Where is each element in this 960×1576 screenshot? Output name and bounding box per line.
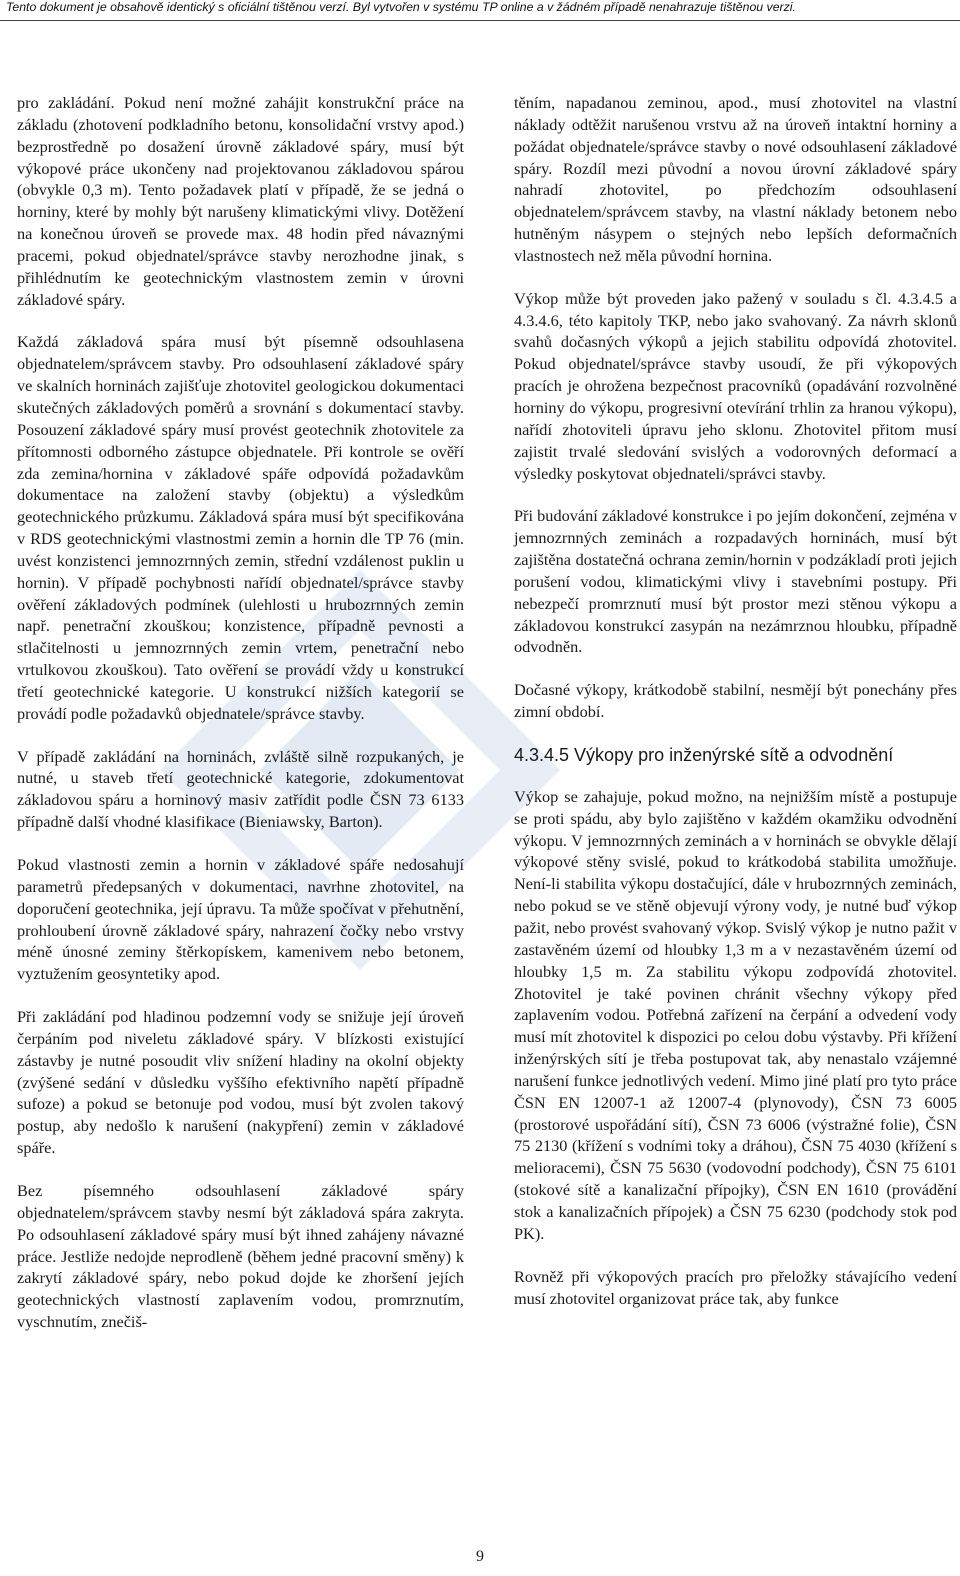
paragraph: Rovněž při výkopových pracích pro přeložky stávajícího vedení musí zhotovitel organizovat práce tak, aby funkce — [514, 1266, 957, 1308]
header-rule — [0, 20, 960, 21]
left-column — [17, 92, 464, 1354]
paragraph: Při budování základové konstrukce i po jejím dokončení, zejména v jemnozrnných zeminách a rozpadavých horninách, musí být zajištěna dostatečná ochrana zemin/hornin v podzákladí proti jejich porušení vodou, klimatickými vlivy i stavebními postupy. Při nebezpečí promrznutí musí být prostor mezi stěnou výkopu a základovou konstrukcí zasypán na nezámrznou hloubku, případně odvodněn. — [514, 506, 957, 657]
paragraph: Výkop může být proveden jako pažený v souladu s čl. 4.3.4.5 a 4.3.4.6, této kapitoly TKP, nebo jako svahovaný. Za návrh sklonů svahů dočasných výkopů a jejich stabilitu odpovídá zhotovitel. Pokud objednatel/správce stavby usoudí, že při výkopových pracích je ohrožena bezpečnost pracovníků (opadávání rozvolněné horniny do výkopu, progresivní otevírání trhlin za hranou výkopu), nařídí zhotoviteli úpravu jeho sklonu. Zhotovitel přitom musí zajistit trvalé sledování svislých a vodorovných deformací a výsledky poskytovat objednateli/správci stavby. — [514, 288, 957, 483]
paragraph: Pokud vlastnosti zemin a hornin v základové spáře nedosahují parametrů předepsaných v dokumentaci, navrhne zhotovitel, na doporučení geotechnika, její úpravu. Ta může spočívat v přehutnění, prohloubení úrovně základové spáry, nahrazení čočky nebo vrstvy méně únosné zeminy štěrkopískem, kamenivem nebo betonem, vyztužením geosyntetiky apod. — [17, 855, 464, 984]
paragraph: Každá základová spára musí být písemně odsouhlasena objednatelem/správcem stavby. Pro odsouhlasení základové spáry ve skalních horninách zajišťuje zhotovitel geologickou dokumentaci skutečných základových poměrů a srovnání s dokumentací stavby. Posouzení základové spáry musí provést geotechnik zhotovitele za přítomnosti odborného zástupce objednatele. Při kontrole se ověří zda zemina/hornina v základové spáře odpovídá požadavkům dokumentace na založení stavby (objektu) a výsledkům geotechnického průzkumu. Základová spára musí být specifikována v RDS geotechnickými vlastnostmi zemin a hornin dle TP 76 (min. uvést konzistenci jemnozrnných zemin, střední vzdálenost puklin u hornin). V případě pochybnosti nařídí objednatel/správce stavby ověření základových podmínek (ulehlosti u hrubozrnných zemin např. penetrační zkouškou; konzistence, případně pevnosti a stlačitelnosti u jemnozrnných zemin vrtem, penetrační nebo vrtulkovou zkouškou). Tato ověření se provádí vždy u konstrukcí třetí geotechnické kategorie. U konstrukcí nižších kategorií se provádí podle požadavků objednatele/správce stavby. — [17, 332, 464, 723]
paragraph: pro zakládání. Pokud není možné zahájit konstrukční práce na základu (zhotovení podkladního betonu, konsolidační vrstvy apod.) bezprostředně po dosažení úrovně základové spáry, musí být výkopové práce ukončeny nad projektovanou základovou spárou (obvykle 0,3 m). Tento požadavek platí v případě, že se jedná o horniny, které by mohly být narušeny klimatickými vlivy. Dotěžení na konečnou úroveň se provede max. 48 hodin před návaznými pracemi, pokud objednatel/správce stavby nerozhodne jinak, s přihlédnutím ke geotechnickým vlastnostem zemin v úrovni základové spáry. — [17, 93, 464, 309]
document-disclaimer: Tento dokument je obsahově identický s oficiální tištěnou verzí. Byl vytvořen v systému TP online a v žádném případě nenahrazuje tištěnou verzi. — [6, 0, 796, 14]
page-number: 9 — [476, 1548, 484, 1565]
paragraph: V případě zakládání na horninách, zvláště silně rozpukaných, je nutné, u staveb třetí geotechnické kategorie, zdokumentovat základovou spáru a horninový masiv zatřídit podle ČSN 73 6133 případně další vhodné klasifikace (Bieniawsky, Barton). — [17, 746, 464, 832]
paragraph: Dočasné výkopy, krátkodobě stabilní, nesmějí být ponechány přes zimní období. — [514, 680, 957, 722]
paragraph: Výkop se zahajuje, pokud možno, na nejnižším místě a postupuje se proti spádu, aby bylo zajištěno v každém okamžiku odvodnění výkopu. V jemnozrnných zeminách a v horninách se obvykle dělají výkopové stěny svislé, pokud to krátkodobá stabilita umožňuje. Není-li stabilita výkopu dostačující, dále v hrubozrnných zeminách, nebo pokud se ve stěně objevují výrony vody, je nutné buď výkop pažit, nebo provést svahovaný výkop. Svislý výkop je nutno pažit v zastavěném území od hloubky 1,3 m a v nezastavěném území od hloubky 1,5 m. Za stabilitu výkopu zodpovídá zhotovitel. Zhotovitel je také povinen chránit všechny výkopy před zaplavením vodou. Potřebná zařízení na čerpání a odvedení vody musí mít zhotovitel k dispozici po celou dobu výstavby. Při křížení inženýrských sítí je třeba postupovat tak, aby nenastalo vzájemné narušení funkce jednotlivých vedení. Mimo jiné platí pro tyto práce ČSN EN 12007-1 až 12007-4 (plynovody), ČSN 73 6005 (prostorové uspořádání sítí), ČSN 73 6006 (výstražné folie), ČSN 75 2130 (křížení s vodními toky a dráhou), ČSN 75 4030 (křížení s melioracemi), ČSN 75 5630 (vodovodní podchody), ČSN 75 6101 (stokové sítě a kanalizační přípojky), ČSN EN 1610 (provádění stok a kanalizačních přípojek) a ČSN 75 6230 (podchody stok pod PK). — [514, 786, 957, 1243]
section-heading: 4.3.4.5 Výkopy pro inženýrské sítě a odvodnění — [514, 744, 894, 765]
paragraph: Bez písemného odsouhlasení základové spáry objednatelem/správcem stavby nesmí být základová spára zakryta. Po odsouhlasení základové spáry musí být ihned zahájeny návazné práce. Jestliže nedojde neprodleně (během jedné pracovní směny) k zakrytí základové spáry, nebo pokud dojde ke zhoršení jejích geotechnických vlastností zaplavením vodou, promrznutím, vyschnutím, znečiš- — [17, 1180, 464, 1332]
paragraph: těním, napadanou zeminou, apod., musí zhotovitel na vlastní náklady odtěžit narušenou vrstvu až na úroveň intaktní horniny a požádat objednatele/správce stavby o nové odsouhlasení základové spáry. Rozdíl mezi původní a novou úrovní základové spáry nahradí zhotovitel, po předchozím odsouhlasení objednatelem/správcem stavby, na vlastní náklady betonem nebo hutněným násypem o stejných nebo lepších deformačních vlastnostech než měla původní hornina. — [514, 93, 957, 265]
paragraph: Při zakládání pod hladinou podzemní vody se snižuje její úroveň čerpáním pod niveletu základové spáry. V blízkosti existující zástavby je nutné posoudit vliv snížení hladiny na okolní objekty (zvýšené sedání v důsledku vyššího efektivního napětí případně sufoze) a pokud se betonuje pod vodou, musí být zvolen takový postup, aby nedošlo k narušení (nakypření) zemin v základové spáře. — [17, 1007, 464, 1158]
right-column — [514, 92, 957, 1330]
